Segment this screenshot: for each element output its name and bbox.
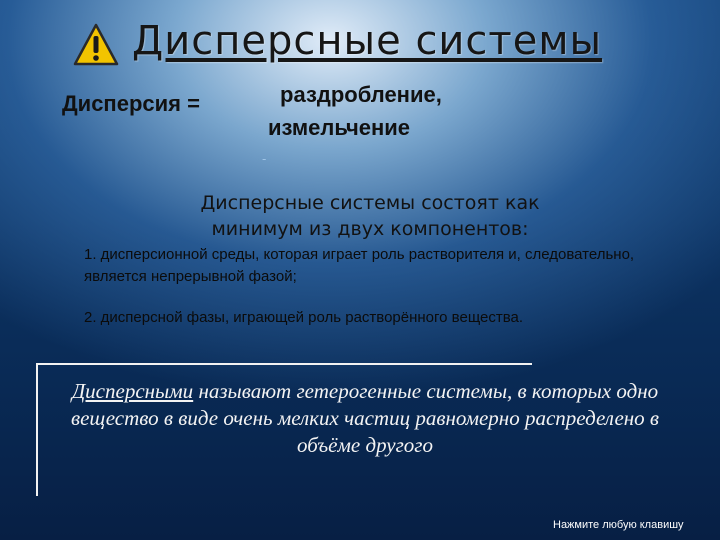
dispersion-definition bbox=[268, 78, 498, 144]
divider-vertical bbox=[36, 363, 38, 496]
definition-block bbox=[40, 378, 690, 459]
component-item-2: 2. дисперсной фазы, играющей роль растворённого вещества. bbox=[84, 309, 524, 326]
components-heading bbox=[160, 190, 580, 242]
dispersion-definition-line1: раздробление, bbox=[280, 82, 442, 107]
components-heading-line2: минимум из двух компонентов: bbox=[211, 218, 529, 240]
dispersion-label: Дисперсия = bbox=[62, 91, 200, 116]
divider-horizontal bbox=[36, 363, 532, 365]
warning-triangle-icon bbox=[72, 22, 120, 68]
slide-title: Дисперсные системы bbox=[132, 18, 603, 64]
decorative-dot: - bbox=[262, 152, 267, 166]
definition-text: называют гетерогенные системы, в которых одно вещество в виде очень мелких частиц равномерно распределено в объёме другого bbox=[70, 379, 660, 457]
component-item-1: 1. дисперсионной среды, которая играет роль растворителя и, следовательно, является непрерывной фазой; bbox=[84, 246, 635, 285]
dispersion-definition-line2: измельчение bbox=[268, 115, 411, 140]
definition-term: Дисперсными bbox=[71, 379, 194, 403]
press-any-key-hint[interactable]: Нажмите любую клавишу bbox=[553, 519, 684, 531]
components-heading-line1: Дисперсные системы состоят как bbox=[200, 192, 540, 214]
